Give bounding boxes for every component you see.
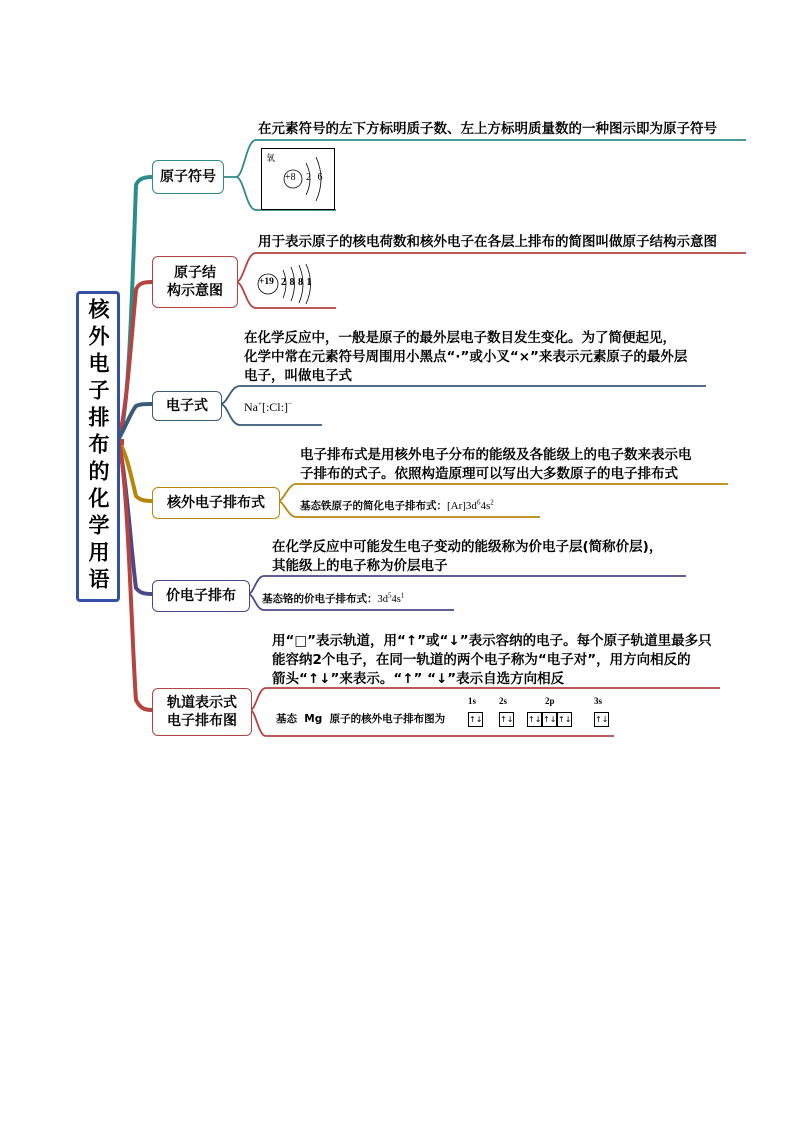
element-label: 氧 — [266, 154, 276, 164]
orbital-label-2s: 2s — [499, 696, 508, 706]
desc-orbital-diagram — [272, 632, 722, 689]
example-electron-dot — [244, 400, 292, 415]
atom-diagram-icon — [262, 149, 334, 209]
orbital-label-1s: 1s — [468, 696, 477, 706]
desc-line: 电子，叫做电子式 — [244, 368, 352, 384]
desc-electron-config — [300, 446, 740, 484]
desc-line: 能容纳2个电子，在同一轨道的两个电子称为“电子对”，用方向相反的 — [272, 652, 691, 668]
example-text: 基态铁原子的简化电子排布式： — [300, 500, 447, 512]
node-atomic-structure — [152, 256, 238, 308]
formula-part: 4s — [391, 594, 401, 605]
node-label: 原子符号 — [160, 169, 216, 185]
desc-atomic-structure: 用于表示原子的核电荷数和核外电子在各层上排布的简图叫做原子结构示意图 — [258, 234, 717, 250]
example-valence-electron — [262, 591, 404, 606]
desc-electron-dot — [244, 329, 714, 386]
node-label-line1: 原子结 — [174, 265, 216, 281]
node-electron-dot — [152, 391, 222, 421]
cation: Na — [244, 400, 258, 414]
nucleus-charge-2: +19 — [259, 277, 274, 287]
example-orbital-text: 基态 Mg 原子的核外电子排布图为 — [276, 713, 446, 725]
formula-sup: 6 — [476, 498, 481, 507]
shell-electrons: 2 6 — [306, 172, 323, 183]
formula-part: 4s — [480, 500, 491, 512]
desc-line: 在化学反应中，一般是原子的最外层电子数目发生变化。为了简便起见， — [244, 330, 676, 346]
example-atomic-symbol — [261, 148, 335, 210]
formula-sup: 2 — [490, 498, 494, 507]
formula-part: 3d — [377, 594, 388, 605]
desc-line: 化学中常在元素符号周围用小黑点“·”或小叉“×”来表示元素原子的最外层 — [244, 349, 688, 365]
orbital-diagram — [466, 696, 616, 732]
anion: [:Cl:] — [261, 400, 288, 414]
node-electron-config — [152, 487, 280, 519]
root-node — [76, 291, 120, 602]
node-label: 核外电子排布式 — [167, 495, 265, 511]
node-label: 电子式 — [166, 398, 208, 414]
node-label: 价电子排布 — [166, 588, 236, 604]
orbital-box-2p-2: ↑↓ — [542, 712, 557, 727]
nucleus-charge: +8 — [285, 172, 296, 183]
orbital-box-3s: ↑↓ — [594, 712, 609, 727]
example-electron-config — [300, 498, 494, 513]
desc-line: 用“□”表示轨道，用“↑”或“↓”表示容纳的电子。每个原子轨道里最多只 — [272, 633, 712, 649]
desc-atomic-symbol: 在元素符号的左下方标明质子数、左上方标明质量数的一种图示即为原子符号 — [258, 121, 717, 137]
example-text: 基态铬的价电子排布式： — [262, 593, 378, 605]
node-label-line2: 构示意图 — [167, 283, 223, 299]
desc-line: 箭头“↑↓”来表示。“↑” “↓”表示自选方向相反 — [272, 671, 565, 687]
node-label-line1: 轨道表示式 — [167, 695, 237, 711]
formula-sup: 5 — [388, 591, 392, 600]
desc-line: 电子排布式是用核外电子分布的能级及各能级上的电子数来表示电 — [300, 447, 692, 463]
desc-valence-electron — [272, 538, 712, 576]
anion-charge: − — [287, 400, 292, 408]
node-valence-electron — [152, 580, 250, 612]
example-atomic-structure — [256, 262, 336, 306]
orbital-box-2s: ↑↓ — [499, 712, 514, 727]
node-orbital-diagram — [152, 688, 252, 736]
desc-line: 在化学反应中可能发生电子变动的能级称为价电子层(简称价层)， — [272, 539, 663, 555]
cation-charge: + — [258, 400, 262, 408]
node-label-line2: 电子排布图 — [167, 713, 237, 729]
node-atomic-symbol — [152, 160, 224, 194]
desc-line: 其能级上的电子称为价层电子 — [272, 558, 448, 574]
orbital-box-2p-3: ↑↓ — [557, 712, 572, 727]
orbital-box-1s: ↑↓ — [468, 712, 483, 727]
desc-line: 子排布的式子。依照构造原理可以写出大多数原子的电子排布式 — [300, 466, 678, 482]
root-title: 核外电子排布的化学用语 — [86, 298, 111, 595]
formula-part: [Ar]3d — [447, 500, 477, 512]
orbital-box-2p-1: ↑↓ — [527, 712, 542, 727]
orbital-label-3s: 3s — [594, 696, 603, 706]
formula-sup: 1 — [400, 591, 405, 600]
orbital-label-2p: 2p — [545, 696, 555, 706]
shell-electrons-2: 2 8 8 1 — [281, 277, 312, 288]
